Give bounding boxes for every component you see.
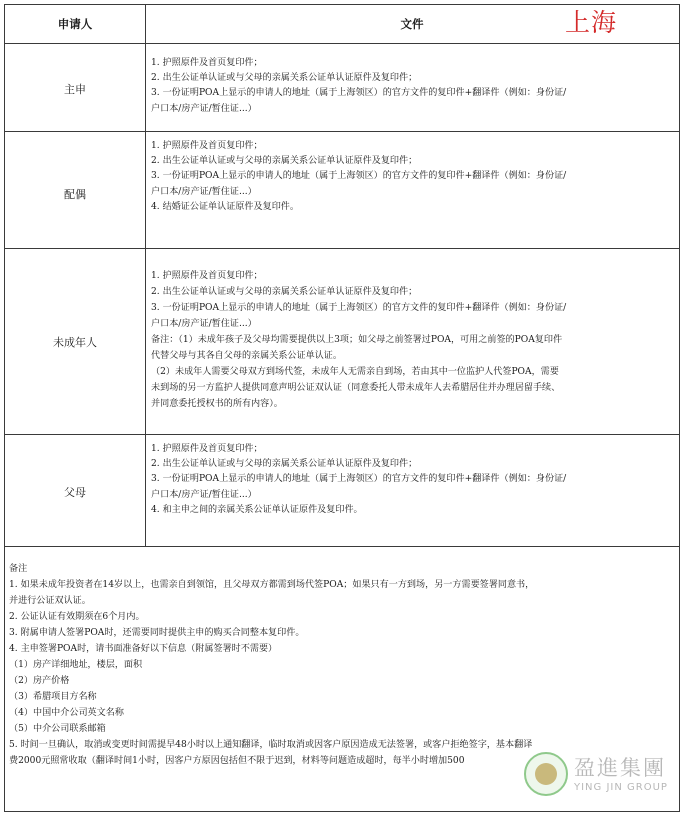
doc-line: 3. 一份证明POA上显示的申请人的地址（属于上海领区）的官方文件的复印件+翻译件（例如：身份证/ [151,171,567,182]
logo-english-name: YING JIN GROUP [574,782,668,793]
header-documents: 文件 [400,17,424,31]
doc-line: 1. 护照原件及首页复印件； [151,444,263,454]
doc-line: （2）未成年人需要父母双方到场代签，未成年人无需亲自到场，若由其中一位监护人代签POA，需要 [151,367,559,377]
note-line: 并进行公证双认证。 [9,596,91,606]
doc-line: 户口本/房产证/暂住证...） [151,186,257,197]
row-documents [151,268,675,412]
doc-line: 2. 出生公证单认证或与父母的亲属关系公证单认证原件及复印件； [151,287,418,297]
note-line: （2）房产价格 [9,676,70,686]
row-documents [151,139,675,215]
row-documents [151,442,675,518]
notes-section [9,561,677,769]
table-row-main-applicant [5,43,679,132]
city-mark: 上海 [565,8,618,37]
doc-line: 户口本/房产证/暂住证...） [151,489,257,500]
doc-line: 2. 出生公证单认证或与父母的亲属关系公证单认证原件及复印件； [151,156,418,167]
doc-line: 备注：（1）未成年孩子及父母均需要提供以上3项；如父母之前签署过POA，可用之前签的POA复印件 [151,335,563,345]
document-sheet [4,4,680,812]
doc-line: 1. 护照原件及首页复印件； [151,271,263,281]
note-line: 4. 主申签署POA时，请书面准备好以下信息（附属签署时不需要） [9,644,278,654]
doc-line: 3. 一份证明POA上显示的申请人的地址（属于上海领区）的官方文件的复印件+翻译件（例如：身份证/ [151,88,567,99]
row-label: 主申 [64,83,86,96]
note-line: 费2000元照常收取（翻译时间1小时，因客户方原因包括但不限于迟到，材料等问题造成超时，每半小时增加500 [9,756,465,766]
note-line: 3. 附属申请人签署POA时，还需要同时提供主申的购买合同整本复印件。 [9,628,305,638]
notes-title: 备注 [9,564,28,574]
note-line: （5）中介公司联系邮箱 [9,724,106,734]
note-line: （1）房产详细地址，楼层，面积 [9,660,143,670]
doc-line: 1. 护照原件及首页复印件； [151,58,263,68]
row-label: 配偶 [64,188,86,201]
doc-line: 2. 出生公证单认证或与父母的亲属关系公证单认证原件及复印件； [151,459,418,470]
doc-line: 4. 和主申之间的亲属关系公证单认证原件及复印件。 [151,504,363,515]
doc-line: 4. 结婚证公证单认证原件及复印件。 [151,201,299,212]
doc-line: 户口本/房产证/暂住证...） [151,103,257,114]
note-line: （3）希腊项目方名称 [9,692,97,702]
doc-line: 3. 一份证明POA上显示的申请人的地址（属于上海领区）的官方文件的复印件+翻译件（例如：身份证/ [151,474,567,485]
doc-line: 1. 护照原件及首页复印件； [151,141,263,151]
row-label: 父母 [64,486,86,499]
table-row-spouse [5,131,679,249]
table-row-parents [5,434,679,547]
note-line: 5. 时间一旦确认，取消或变更时间需提早48小时以上通知翻译，临时取消或因客户原因造成无法签署，或客户拒绝签字，基本翻译 [9,740,533,750]
doc-line: 3. 一份证明POA上显示的申请人的地址（属于上海领区）的官方文件的复印件+翻译件（例如：身份证/ [151,303,567,313]
table-row-minor [5,248,679,435]
row-documents [151,56,675,117]
row-label: 未成年人 [53,336,97,349]
doc-line: 并同意委托授权书的所有内容）。 [151,399,283,409]
note-line: 1. 如果未成年投资者在14岁以上，也需亲自到领馆，且父母双方都需到场代签POA；如果只有一方到场，另一方需要签署同意书， [9,580,535,590]
doc-line: 2. 出生公证单认证或与父母的亲属关系公证单认证原件及复印件； [151,73,418,84]
logo-emblem-icon [524,752,568,796]
doc-line: 代替父母与其各自父母的亲属关系公证单认证。 [151,351,342,361]
note-line: 2. 公证认证有效期须在6个月内。 [9,612,145,622]
doc-line: 未到场的另一方监护人提供同意声明公证双认证（同意委托人带未成年人去希腊居住并办理居留手续、 [151,383,561,393]
logo-chinese-name: 盈進集團 [574,756,666,780]
company-logo [524,748,676,808]
note-line: （4）中国中介公司英文名称 [9,708,124,718]
header-applicant: 申请人 [57,17,93,31]
doc-line: 户口本/房产证/暂住证...） [151,319,257,329]
